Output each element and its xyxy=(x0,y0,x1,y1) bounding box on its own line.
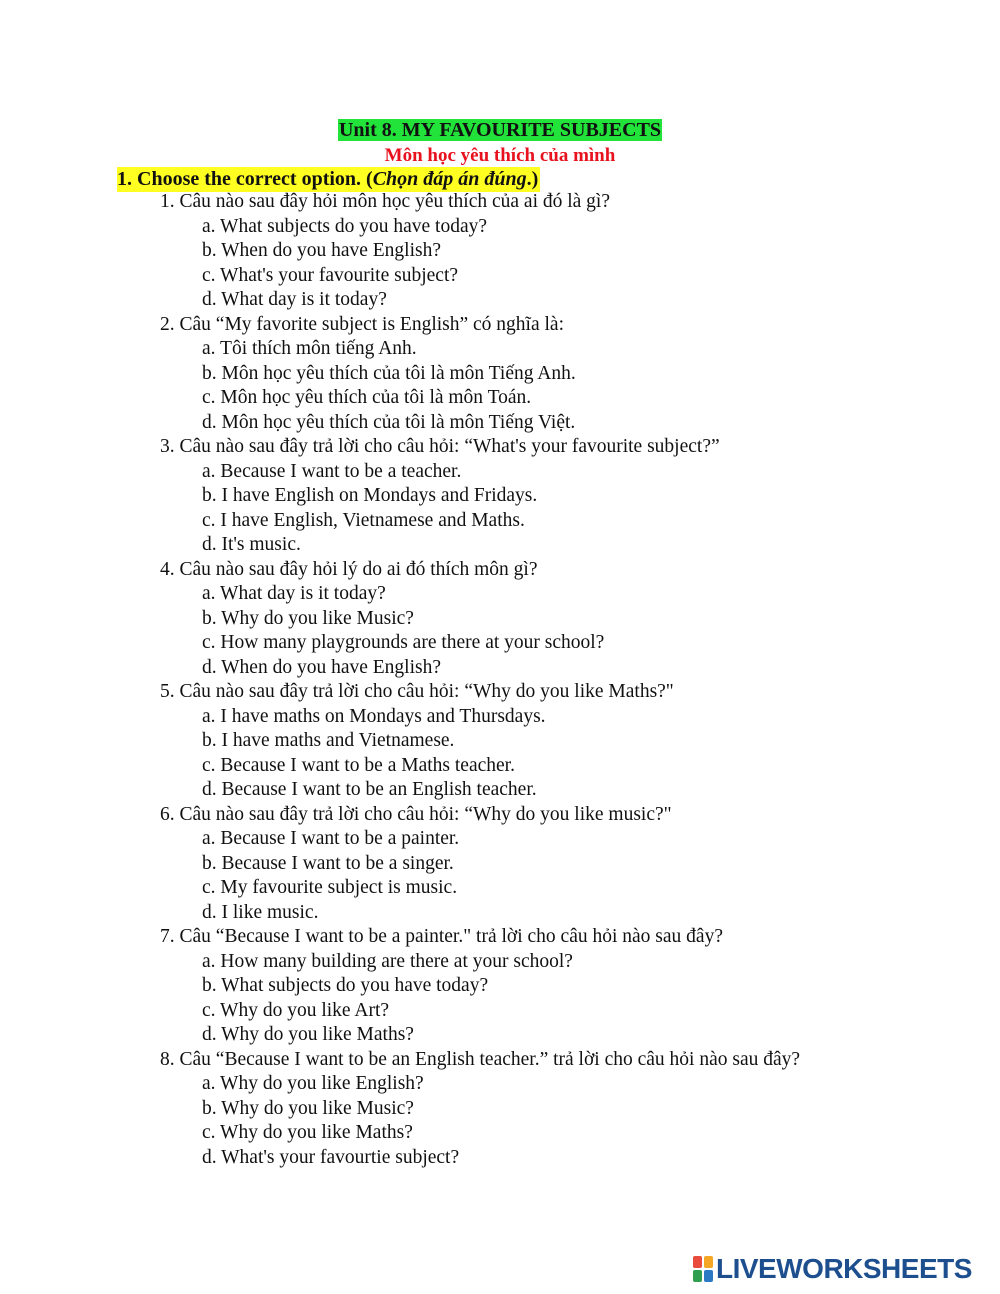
option-c[interactable]: c. What's your favourite subject? xyxy=(202,264,459,286)
option-d[interactable]: d. It's music. xyxy=(202,534,301,555)
question-5 xyxy=(160,680,800,803)
option-a[interactable]: a. How many building are there at your school? xyxy=(202,950,573,972)
question-2 xyxy=(160,313,800,436)
liveworksheets-logo-text: LIVEWORKSHEETS xyxy=(716,1253,972,1284)
question-8 xyxy=(160,1048,800,1171)
question-text: 7. Câu “Because I want to be a painter." trả lời cho câu hỏi nào sau đây? xyxy=(160,926,723,947)
option-d[interactable]: d. Because I want to be an English teacher. xyxy=(202,779,537,800)
question-text: 6. Câu nào sau đây trả lời cho câu hỏi: “Why do you like music?" xyxy=(160,803,672,825)
option-a[interactable]: a. Because I want to be a painter. xyxy=(202,828,460,849)
option-c[interactable]: c. Why do you like Maths? xyxy=(202,1122,413,1143)
question-text: 8. Câu “Because I want to be an English teacher.” trả lời cho câu hỏi nào sau đây? xyxy=(160,1048,801,1070)
logo-block-blue xyxy=(704,1270,713,1282)
option-d[interactable]: d. I like music. xyxy=(202,901,319,923)
option-b[interactable]: b. When do you have English? xyxy=(202,240,442,261)
question-6 xyxy=(160,803,800,926)
option-b[interactable]: b. What subjects do you have today? xyxy=(202,975,489,996)
option-d[interactable]: d. What day is it today? xyxy=(202,289,387,310)
option-a[interactable]: a. What day is it today? xyxy=(202,583,386,604)
option-d[interactable]: d. What's your favourtie subject? xyxy=(202,1146,460,1168)
option-c[interactable]: c. Because I want to be a Maths teacher. xyxy=(202,754,515,776)
liveworksheets-logo xyxy=(693,1254,972,1284)
option-a[interactable]: a. Why do you like English? xyxy=(202,1073,424,1094)
question-7 xyxy=(160,925,800,1048)
section-heading-italic: Chọn đáp án đúng xyxy=(372,168,527,190)
option-b[interactable]: b. I have English on Mondays and Fridays. xyxy=(202,485,538,506)
option-b[interactable]: b. Why do you like Music? xyxy=(202,607,414,629)
option-c[interactable]: c. How many playgrounds are there at your school? xyxy=(202,632,605,653)
page-subtitle: Môn học yêu thích của mình xyxy=(384,145,616,166)
option-b[interactable]: b. I have maths and Vietnamese. xyxy=(202,730,455,751)
question-1 xyxy=(160,190,800,313)
option-c[interactable]: c. Môn học yêu thích của tôi là môn Toán. xyxy=(202,387,532,408)
logo-block-orange xyxy=(704,1256,713,1268)
option-d[interactable]: d. When do you have English? xyxy=(202,656,442,678)
section-heading-label: 1. Choose the correct option. ( xyxy=(117,168,373,190)
logo-block-red xyxy=(693,1256,702,1268)
option-a[interactable]: a. Because I want to be a teacher. xyxy=(202,460,462,482)
option-c[interactable]: c. Why do you like Art? xyxy=(202,999,390,1021)
question-text: 4. Câu nào sau đây hỏi lý do ai đó thích môn gì? xyxy=(160,558,538,580)
option-d[interactable]: d. Why do you like Maths? xyxy=(202,1024,414,1045)
question-text: 2. Câu “My favorite subject is English” có nghĩa là: xyxy=(160,313,564,335)
option-c[interactable]: c. I have English, Vietnamese and Maths. xyxy=(202,509,525,531)
option-b[interactable]: b. Because I want to be a singer. xyxy=(202,852,454,874)
section-heading xyxy=(117,167,540,192)
question-text: 5. Câu nào sau đây trả lời cho câu hỏi: “Why do you like Maths?" xyxy=(160,681,674,702)
question-text: 1. Câu nào sau đây hỏi môn học yêu thích của ai đó là gì? xyxy=(160,191,611,212)
option-a[interactable]: a. Tôi thích môn tiếng Anh. xyxy=(202,338,417,359)
logo-block-green xyxy=(693,1270,702,1282)
option-b[interactable]: b. Môn học yêu thích của tôi là môn Tiếng Anh. xyxy=(202,362,576,384)
page-title-text: Unit 8. MY FAVOURITE SUBJECTS xyxy=(338,119,662,141)
option-a[interactable]: a. What subjects do you have today? xyxy=(202,215,488,237)
section-heading-end: .) xyxy=(526,168,539,190)
liveworksheets-logo-icon xyxy=(693,1256,713,1282)
question-3 xyxy=(160,435,800,558)
option-d[interactable]: d. Môn học yêu thích của tôi là môn Tiếng Việt. xyxy=(202,411,576,433)
option-b[interactable]: b. Why do you like Music? xyxy=(202,1097,414,1119)
question-list xyxy=(160,190,800,1170)
option-a[interactable]: a. I have maths on Mondays and Thursdays. xyxy=(202,705,546,727)
page-title xyxy=(0,118,1000,143)
question-4 xyxy=(160,558,800,681)
question-text: 3. Câu nào sau đây trả lời cho câu hỏi: “What's your favourite subject?” xyxy=(160,436,720,457)
option-c[interactable]: c. My favourite subject is music. xyxy=(202,877,458,898)
